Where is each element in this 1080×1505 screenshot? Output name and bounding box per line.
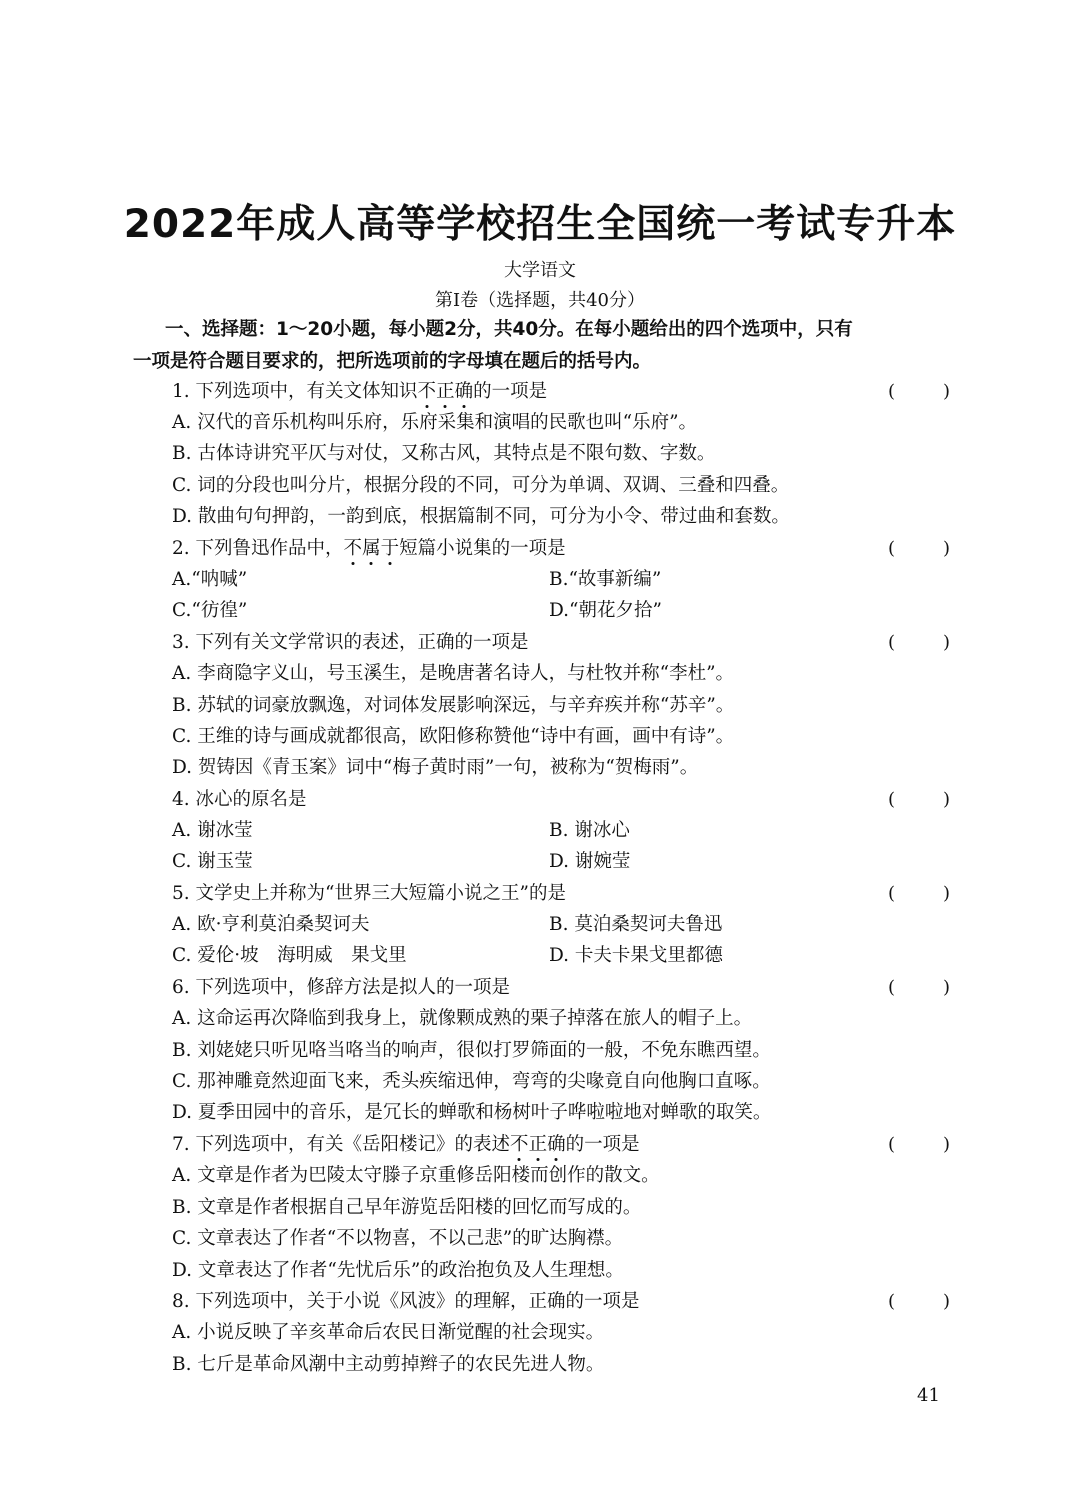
question-6-option-d: D. 夏季田园中的音乐，是冗长的蝉歌和杨树叶子哗啦啦地对蝉歌的取笑。 — [172, 1102, 772, 1123]
emphasis-dots — [510, 1134, 566, 1155]
bracket-close: ) — [942, 977, 950, 998]
question-5-option-d: D. 卡夫卡果戈里都德 — [549, 945, 723, 966]
emphasis-char: 正 — [528, 1134, 548, 1155]
question-7-option-b: B. 文章是作者根据自己早年游览岳阳楼的回忆而写成的。 — [172, 1197, 642, 1218]
bracket-close: ) — [942, 1134, 950, 1155]
answer-bracket-1[interactable] — [888, 376, 950, 407]
bracket-open: ( — [888, 1291, 896, 1312]
stem-text: 7. 下列选项中，有关《岳阳楼记》的表述 — [172, 1134, 511, 1155]
bracket-close: ) — [942, 538, 950, 559]
emphasis-char: 确 — [454, 381, 474, 402]
bracket-close: ) — [942, 789, 950, 810]
emphasis-char: 不 — [343, 538, 363, 559]
question-4-option-b: B. 谢冰心 — [549, 820, 630, 841]
question-5-option-c: C. 爱伦·坡 海明威 果戈里 — [172, 945, 407, 966]
question-5-option-a: A. 欧·亨利莫泊桑契诃夫 — [172, 914, 370, 935]
question-4-option-d: D. 谢婉莹 — [549, 851, 631, 872]
bracket-open: ( — [888, 632, 896, 653]
question-2-option-c: C.“彷徨” — [172, 600, 248, 621]
question-3-option-c: C. 王维的诗与画成就都很高，欧阳修称赞他“诗中有画，画中有诗”。 — [172, 726, 735, 747]
question-5-stem: 5. 文学史上并称为“世界三大短篇小说之王”的是 — [172, 883, 566, 904]
emphasis-dots — [418, 381, 474, 402]
question-7-option-a: A. 文章是作者为巴陵太守滕子京重修岳阳楼而创作的散文。 — [172, 1165, 660, 1186]
question-3-stem: 3. 下列有关文学常识的表述，正确的一项是 — [172, 632, 529, 653]
section-heading: 第Ⅰ卷（选择题，共40分） — [434, 290, 645, 311]
question-4-stem: 4. 冰心的原名是 — [172, 789, 307, 810]
emphasis-char: 于 — [380, 538, 400, 559]
question-4-option-a: A. 谢冰莹 — [172, 820, 253, 841]
bracket-open: ( — [888, 883, 896, 904]
question-1-option-b: B. 古体诗讲究平仄与对仗，又称古风，其特点是不限句数、字数。 — [172, 443, 716, 464]
answer-bracket-2[interactable] — [888, 533, 950, 564]
answer-bracket-5[interactable] — [888, 878, 950, 909]
bracket-open: ( — [888, 977, 896, 998]
question-8-option-b: B. 七斤是革命风潮中主动剪掉辫子的农民先进人物。 — [172, 1354, 605, 1375]
bracket-open: ( — [888, 538, 896, 559]
question-3-option-d: D. 贺铸因《青玉案》词中“梅子黄时雨”一句，被称为“贺梅雨”。 — [172, 757, 699, 778]
emphasis-char: 不 — [510, 1134, 529, 1155]
emphasis-char: 不 — [417, 381, 437, 402]
emphasis-char: 正 — [436, 381, 455, 402]
question-5-option-b: B. 莫泊桑契诃夫鲁迅 — [549, 914, 723, 935]
question-1-option-a: A. 汉代的音乐机构叫乐府，乐府采集和演唱的民歌也叫“乐府”。 — [172, 412, 698, 433]
question-7-option-d: D. 文章表达了作者“先忧后乐”的政治抱负及人生理想。 — [172, 1260, 624, 1281]
instructions-line-1: 一、选择题：1～20小题，每小题2分，共40分。在每小题给出的四个选项中，只有 — [165, 319, 853, 340]
answer-bracket-6[interactable] — [888, 972, 950, 1003]
bracket-close: ) — [942, 1291, 950, 1312]
emphasis-char: 确 — [547, 1134, 566, 1155]
question-2-option-b: B.“故事新编” — [549, 569, 662, 590]
question-6-option-c: C. 那神雕竟然迎面飞来，秃头疾缩迅伸，弯弯的尖喙竟自向他胸口直啄。 — [172, 1071, 771, 1092]
question-8-stem: 8. 下列选项中，关于小说《风波》的理解，正确的一项是 — [172, 1291, 640, 1312]
emphasis-char: 属 — [362, 538, 381, 559]
question-2-option-a: A.“呐喊” — [172, 569, 248, 590]
exam-title: 2022年成人高等学校招生全国统一考试专升本 — [123, 202, 957, 247]
question-3-option-b: B. 苏轼的词豪放飘逸，对词体发展影响深远，与辛弃疾并称“苏辛”。 — [172, 695, 735, 716]
bracket-open: ( — [888, 1134, 896, 1155]
stem-text: 2. 下列鲁迅作品中， — [172, 538, 344, 559]
question-7-stem — [172, 1129, 640, 1160]
subject-name: 大学语文 — [504, 260, 576, 281]
stem-text: 的一项是 — [473, 381, 548, 402]
instructions-line-2: 一项是符合题目要求的，把所选项前的字母填在题后的括号内。 — [133, 351, 652, 372]
question-6-stem: 6. 下列选项中，修辞方法是拟人的一项是 — [172, 977, 511, 998]
question-7-option-c: C. 文章表达了作者“不以物喜，不以己悲”的旷达胸襟。 — [172, 1228, 624, 1249]
instructions — [133, 314, 951, 378]
bracket-open: ( — [888, 381, 896, 402]
question-4-option-c: C. 谢玉莹 — [172, 851, 253, 872]
question-8-option-a: A. 小说反映了辛亥革命后农民日渐觉醒的社会现实。 — [172, 1322, 605, 1343]
question-6-option-a: A. 这命运再次降临到我身上，就像颗成熟的栗子掉落在旅人的帽子上。 — [172, 1008, 753, 1029]
stem-text: 1. 下列选项中，有关文体知识 — [172, 381, 418, 402]
emphasis-text — [418, 381, 474, 402]
question-1-option-c: C. 词的分段也叫分片，根据分段的不同，可分为单调、双调、三叠和四叠。 — [172, 475, 790, 496]
question-1-stem — [172, 376, 547, 407]
answer-bracket-4[interactable] — [888, 784, 950, 815]
stem-text: 短篇小说集的一项是 — [399, 538, 566, 559]
question-6-option-b: B. 刘姥姥只听见咯当咯当的响声，很似打罗筛面的一般，不免东瞧西望。 — [172, 1040, 771, 1061]
bracket-open: ( — [888, 789, 896, 810]
bracket-close: ) — [942, 883, 950, 904]
emphasis-dots — [344, 538, 400, 559]
answer-bracket-7[interactable] — [888, 1129, 950, 1160]
page-number: 41 — [917, 1385, 940, 1406]
answer-bracket-3[interactable] — [888, 627, 950, 658]
question-2-option-d: D.“朝花夕拾” — [549, 600, 662, 621]
question-1-option-d: D. 散曲句句押韵，一韵到底，根据篇制不同，可分为小令、带过曲和套数。 — [172, 506, 790, 527]
answer-bracket-8[interactable] — [888, 1286, 950, 1317]
bracket-close: ) — [942, 381, 950, 402]
stem-text: 的一项是 — [565, 1134, 640, 1155]
bracket-close: ) — [942, 632, 950, 653]
question-3-option-a: A. 李商隐字义山，号玉溪生，是晚唐著名诗人，与杜牧并称“李杜”。 — [172, 663, 735, 684]
question-2-stem — [172, 533, 566, 564]
